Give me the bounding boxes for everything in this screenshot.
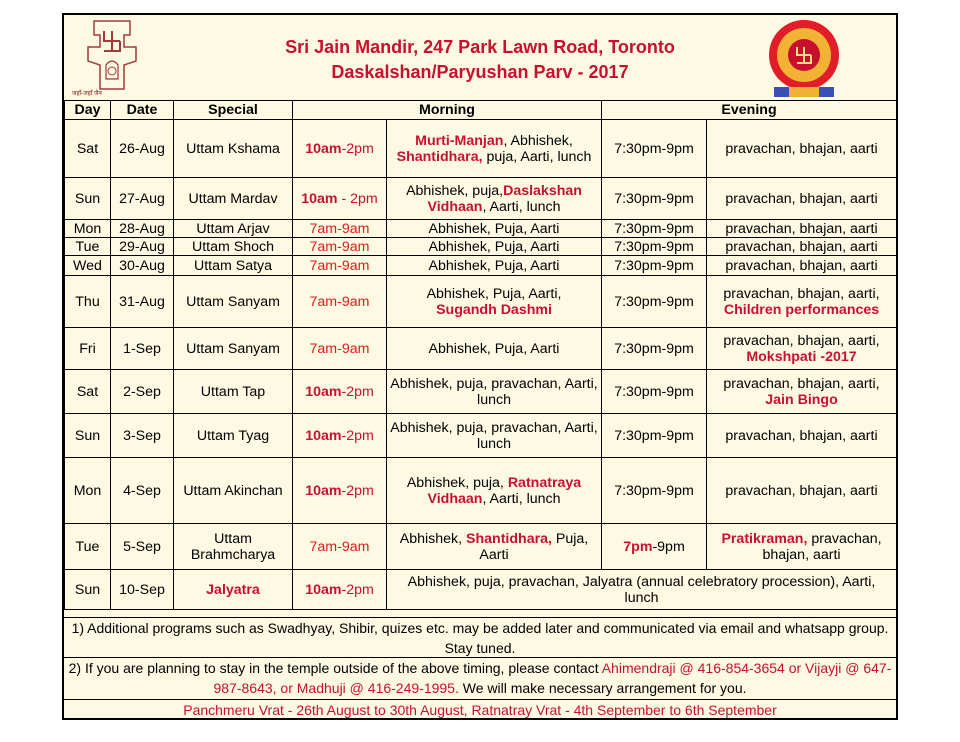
cell-date: 29-Aug [111,238,174,256]
cell-day: Tue [65,524,111,570]
cell-morning-activity: Abhishek, puja, pravachan, Aarti, lunch [387,370,602,414]
header-day: Day [65,101,111,120]
cell-day: Wed [65,256,111,276]
cell-evening-time [602,524,707,570]
cell-morning-activity [387,178,602,220]
cell-day: Fri [65,328,111,370]
cell-morning-activity: Abhishek, Puja, Aarti [387,220,602,238]
table-row [65,120,897,178]
activity-highlight: Jain Bingo [765,391,838,408]
table-row [65,178,897,220]
activity-highlight: Mokshpati -2017 [746,348,857,365]
cell-evening-time: 7:30pm-9pm [602,276,707,328]
time-rest: -2pm [341,427,374,444]
cell-morning-activity [387,120,602,178]
time-highlight: 10am [305,482,342,499]
table-row [65,570,897,610]
cell-evening-activity: pravachan, bhajan, aarti [707,120,897,178]
cell-special: Uttam Kshama [174,120,293,178]
cell-date: 31-Aug [111,276,174,328]
schedule-sheet [62,13,898,720]
time-rest: -2pm [341,383,374,400]
cell-date: 3-Sep [111,414,174,458]
activity-text: puja, Aarti, lunch [482,148,592,165]
cell-morning-time: 7am-9am [293,238,387,256]
header-morning: Morning [293,101,602,120]
cell-evening-time: 7:30pm-9pm [602,328,707,370]
activity-highlight: Murti-Manjan [415,132,504,149]
cell-morning-time: 7am-9am [293,524,387,570]
note-contact-names: Ahimendraji @ 416-854-3654 or Vijayji @ 647-987-8643, or Madhuji @ 416-249-1995. [213,660,892,696]
logo-caption: जहाँ-जहाँ जैन [72,91,102,97]
activity-highlight: Shantidhara, [396,148,483,165]
activity-text: pravachan, bhajan, aarti, [723,285,880,302]
activity-text: pravachan, bhajan, aarti, [723,375,880,392]
time-rest: -2pm [341,581,374,598]
cell-day: Tue [65,238,111,256]
cell-evening-activity: pravachan, bhajan, aarti [707,256,897,276]
cell-evening-activity [707,276,897,328]
cell-morning-time: 7am-9am [293,276,387,328]
cell-morning-time [293,120,387,178]
time-rest: - 2pm [337,190,378,207]
activity-text: Abhishek, puja, [406,182,504,199]
table-row [65,256,897,276]
schedule-table [64,100,897,610]
activity-highlight: Pratikraman, [721,530,808,547]
header-evening: Evening [602,101,897,120]
activity-highlight: Sugandh Dashmi [436,301,552,318]
cell-morning-time [293,414,387,458]
cell-morning-time [293,370,387,414]
cell-evening-time: 7:30pm-9pm [602,256,707,276]
cell-morning-activity: Abhishek, Puja, Aarti [387,256,602,276]
note-additional-programs: 1) Additional programs such as Swadhyay, Shibir, quizes etc. may be added later and communicated via email and whatsapp group. Stay tuned. [64,617,896,657]
activity-text: , Aarti, lunch [482,198,561,215]
time-highlight: 10am [305,383,342,400]
note-vrat: Panchmeru Vrat - 26th August to 30th August, Ratnatray Vrat - 4th September to 6th September [64,699,896,719]
cell-evening-time: 7:30pm-9pm [602,178,707,220]
header [64,15,896,101]
cell-morning-time [293,570,387,610]
cell-evening-time: 7:30pm-9pm [602,238,707,256]
table-row [65,328,897,370]
cell-evening-activity: pravachan, bhajan, aarti [707,414,897,458]
cell-morning-activity: Abhishek, Puja, Aarti [387,238,602,256]
cell-evening-activity: pravachan, bhajan, aarti [707,220,897,238]
header-special: Special [174,101,293,120]
note-contact [64,657,896,699]
cell-evening-activity: pravachan, bhajan, aarti [707,178,897,220]
table-row [65,220,897,238]
activity-text: Abhishek, puja, [406,474,508,491]
note-contact-text: We will make necessary arrangement for you. [458,680,747,696]
activity-text: , Aarti, lunch [482,490,561,507]
time-rest: -2pm [341,140,374,157]
cell-special: Uttam Akinchan [174,458,293,524]
cell-special: Jalyatra [174,570,293,610]
table-row [65,370,897,414]
cell-day: Sun [65,178,111,220]
cell-special: Uttam Satya [174,256,293,276]
cell-date: 1-Sep [111,328,174,370]
table-row [65,458,897,524]
cell-morning-time: 7am-9am [293,256,387,276]
cell-evening-time: 7:30pm-9pm [602,370,707,414]
cell-morning-time [293,178,387,220]
activity-text: Abhishek, [399,530,467,547]
time-rest: -9pm [652,538,685,555]
notes-section [64,617,896,719]
cell-evening-activity [707,328,897,370]
cell-date: 2-Sep [111,370,174,414]
activity-text: Abhishek, Puja, Aarti, [426,285,562,302]
temple-seal-icon [754,17,854,99]
cell-special: Uttam Sanyam [174,276,293,328]
table-row [65,276,897,328]
cell-date: 4-Sep [111,458,174,524]
cell-morning-time [293,458,387,524]
cell-date: 10-Sep [111,570,174,610]
activity-text: pravachan, bhajan, aarti [762,530,882,563]
cell-special: Uttam Mardav [174,178,293,220]
cell-date: 26-Aug [111,120,174,178]
cell-evening-activity: pravachan, bhajan, aarti [707,458,897,524]
cell-day: Mon [65,220,111,238]
cell-morning-activity [387,276,602,328]
cell-date: 30-Aug [111,256,174,276]
cell-day: Sat [65,120,111,178]
cell-evening-time: 7:30pm-9pm [602,458,707,524]
activity-highlight: Daslakshan Vidhaan [427,182,582,215]
cell-day: Sun [65,570,111,610]
cell-day: Mon [65,458,111,524]
cell-morning-activity: Abhishek, puja, pravachan, Aarti, lunch [387,414,602,458]
cell-evening-activity [707,370,897,414]
table-row [65,414,897,458]
page-subtitle: Daskalshan/Paryushan Parv - 2017 [331,62,629,82]
cell-evening-time: 7:30pm-9pm [602,220,707,238]
time-highlight: 10am [305,427,342,444]
table-row [65,524,897,570]
cell-date: 28-Aug [111,220,174,238]
header-date: Date [111,101,174,120]
cell-special: Uttam Tyag [174,414,293,458]
time-highlight: 10am [305,581,342,598]
cell-special: Uttam Brahmcharya [174,524,293,570]
table-header-row [65,101,897,120]
cell-day: Sun [65,414,111,458]
cell-date: 5-Sep [111,524,174,570]
cell-day: Sat [65,370,111,414]
activity-highlight: Shantidhara, [466,530,552,547]
cell-special: Uttam Sanyam [174,328,293,370]
table-row [65,238,897,256]
time-highlight: 7pm [623,538,653,555]
cell-morning-activity [387,524,602,570]
cell-evening-activity: pravachan, bhajan, aarti [707,238,897,256]
cell-day: Thu [65,276,111,328]
cell-evening-activity [707,524,897,570]
activity-highlight: Children performances [723,301,880,318]
cell-evening-time: 7:30pm-9pm [602,120,707,178]
time-highlight: 10am [301,190,338,207]
activity-text: Puja, Aarti [479,530,589,563]
activity-text: , Abhishek, [503,132,573,149]
time-rest: -2pm [341,482,374,499]
cell-evening-time: 7:30pm-9pm [602,414,707,458]
activity-text: pravachan, bhajan, aarti, [723,332,880,349]
time-highlight: 10am [305,140,342,157]
note-contact-text: 2) If you are planning to stay in the temple outside of the above timing, please contact [68,660,602,676]
cell-special: Uttam Tap [174,370,293,414]
cell-special: Uttam Arjav [174,220,293,238]
activity-highlight: Ratnatraya Vidhaan [427,474,582,507]
cell-morning-time: 7am-9am [293,328,387,370]
cell-morning-time: 7am-9am [293,220,387,238]
cell-special: Uttam Shoch [174,238,293,256]
cell-date: 27-Aug [111,178,174,220]
cell-morning-activity: Abhishek, Puja, Aarti [387,328,602,370]
cell-morning-activity [387,458,602,524]
cell-combined-activity: Abhishek, puja, pravachan, Jalyatra (annual celebratory procession), Aarti, lunch [387,570,897,610]
page-title: Sri Jain Mandir, 247 Park Lawn Road, Toronto [285,37,675,57]
